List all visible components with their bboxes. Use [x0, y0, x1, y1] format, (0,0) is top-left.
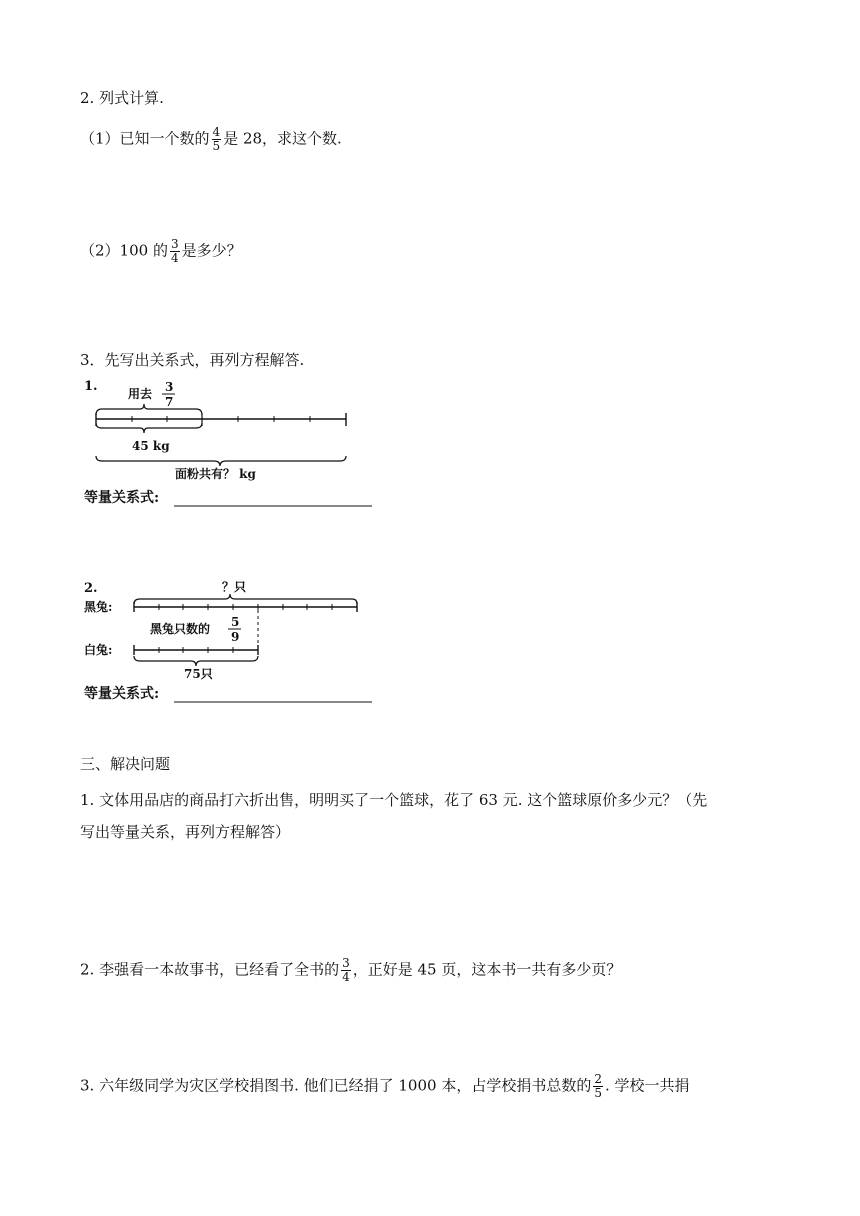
mass-label: 45 kg	[132, 439, 170, 453]
mass-brace	[96, 423, 202, 433]
question-2-1	[80, 126, 342, 153]
fraction-label-num: 5	[231, 615, 240, 629]
used-brace	[96, 404, 202, 415]
relation-label-1: 等量关系式:	[84, 490, 160, 506]
part-3-heading: 三、解决问题	[80, 755, 171, 773]
problem-2-prefix: 2. 李强看一本故事书，已经看了全书的	[80, 960, 340, 979]
problem-1-line-2: 写出等量关系，再列方程解答）	[80, 823, 291, 841]
figure-1-flour-diagram	[80, 376, 380, 516]
total-brace	[96, 456, 346, 466]
white-rabbit-label: 白兔:	[84, 643, 113, 657]
figure-2-svg	[80, 578, 380, 710]
unknown-label: ？只	[222, 580, 247, 594]
problem-3-suffix: . 学校一共捐	[604, 1076, 690, 1095]
problem-2-suffix: ，正好是 45 页，这本书一共有多少页？	[352, 960, 622, 979]
section-2-heading: 2. 列式计算.	[80, 89, 164, 107]
count-label: 75只	[184, 667, 213, 681]
fraction-3-4: $\frac{3}{4}$	[170, 237, 179, 265]
used-fraction-num: 3	[165, 380, 174, 394]
fraction-label-den: 9	[231, 630, 240, 644]
relation-label-2: 等量关系式:	[84, 686, 160, 702]
section-3-heading: 3．先写出关系式，再列方程解答.	[80, 351, 305, 369]
problem-2	[80, 957, 621, 984]
fraction-4-5: $\frac{4}{5}$	[212, 125, 221, 153]
black-rabbit-label: 黑兔:	[84, 600, 113, 614]
figure-1-number: 1.	[84, 379, 98, 394]
question-2-2-suffix: 是多少？	[181, 241, 242, 260]
problem-3-prefix: 3. 六年级同学为灾区学校捐图书. 他们已经捐了 1000 本，占学校捐书总数的	[80, 1076, 592, 1095]
total-label: 面粉共有？ kg	[175, 467, 256, 481]
white-brace	[134, 656, 258, 666]
problem-3	[80, 1073, 690, 1100]
fraction-3-4-problem-2: $\frac{3}{4}$	[342, 956, 350, 984]
black-total-brace	[134, 594, 357, 604]
figure-2-rabbit-diagram	[80, 578, 380, 710]
used-label: 用去	[128, 387, 153, 401]
question-2-2	[80, 238, 242, 265]
used-fraction-den: 7	[165, 395, 174, 409]
problem-1-line-1: 1. 文体用品店的商品打六折出售，明明买了一个篮球，花了 63 元. 这个篮球原价多少元？（先	[80, 791, 708, 809]
figure-1-svg	[80, 376, 380, 516]
question-2-1-prefix: （1）已知一个数的	[80, 129, 210, 148]
question-2-1-suffix: 是 28，求这个数.	[223, 129, 342, 148]
fraction-2-5: $\frac{2}{5}$	[594, 1072, 602, 1100]
fraction-label: 黑兔只数的	[150, 622, 211, 636]
question-2-2-prefix: （2）100 的	[80, 241, 168, 260]
figure-2-number: 2.	[84, 581, 98, 596]
